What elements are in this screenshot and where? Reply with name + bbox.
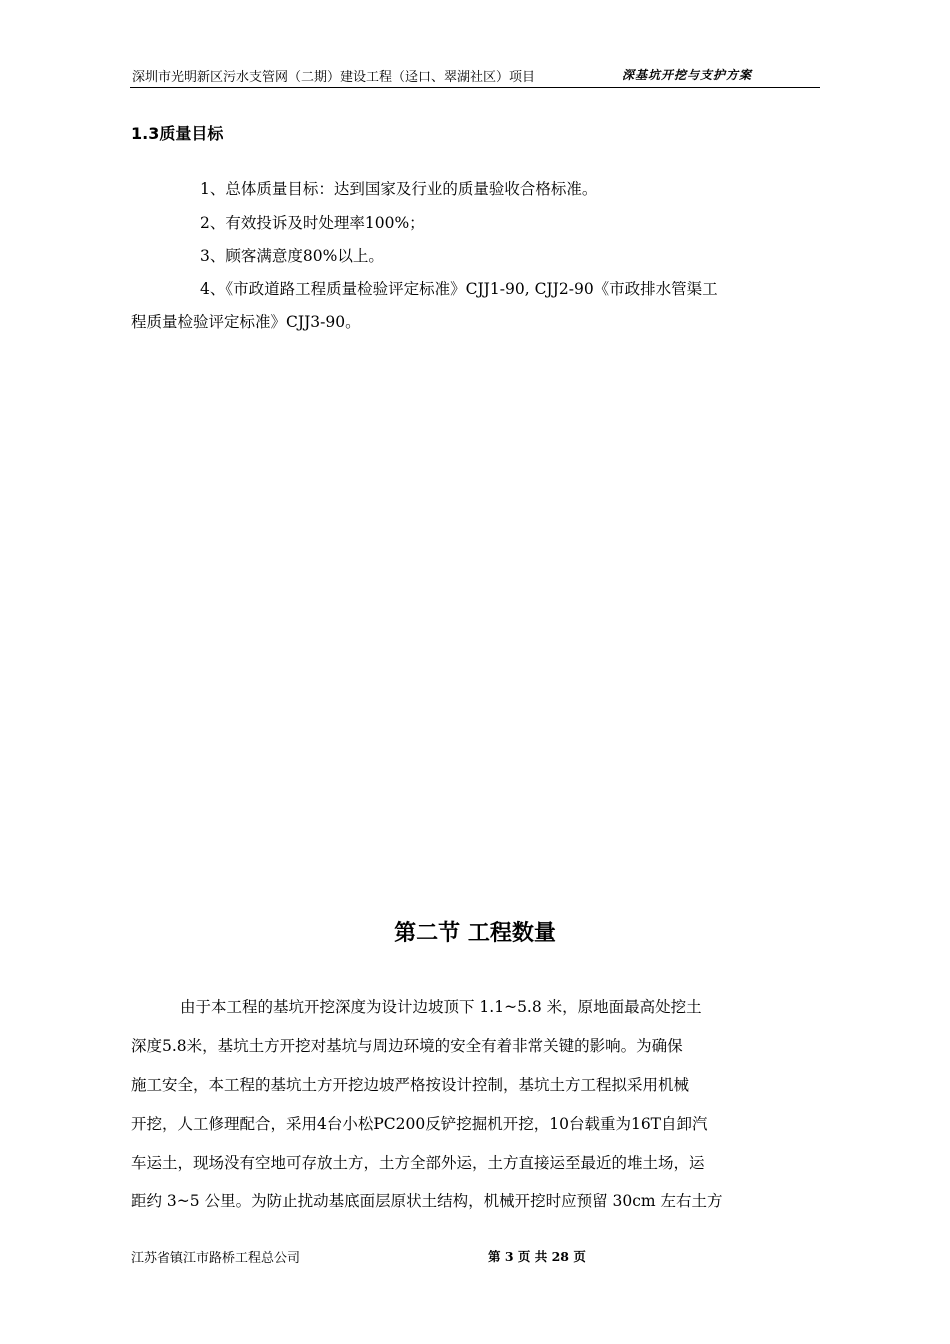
- paragraph-line-5: 车运土，现场没有空地可存放土方，土方全部外运，土方直接运至最近的堆土场，运: [131, 1154, 705, 1172]
- quality-item-4: 4、《市政道路工程质量检验评定标准》CJJ1-90, CJJ2-90《市政排水管渠工: [200, 280, 718, 298]
- footer-page-number: 第 3 页 共 28 页: [488, 1249, 586, 1264]
- subsection-heading: 1.3质量目标: [131, 124, 224, 143]
- section-title: 第二节 工程数量: [394, 921, 556, 946]
- header-project-title: 深圳市光明新区污水支管网（二期）建设工程（迳口、翠湖社区）项目: [132, 70, 536, 85]
- footer-company: 江苏省镇江市路桥工程总公司: [131, 1251, 301, 1266]
- quality-item-3: 3、顾客满意度80%以上。: [200, 247, 384, 265]
- quality-item-2: 2、有效投诉及时处理率100%；: [200, 214, 425, 232]
- paragraph-line-6: 距约 3~5 公里。为防止扰动基底面层原状土结构，机械开挖时应预留 30cm 左右土方: [131, 1192, 723, 1210]
- paragraph-line-2: 深度5.8米，基坑土方开挖对基坑与周边环境的安全有着非常关键的影响。为确保: [131, 1037, 683, 1055]
- header-document-title: 深基坑开挖与支护方案: [622, 68, 753, 82]
- quality-item-4-continued: 程质量检验评定标准》CJJ3-90。: [131, 313, 361, 331]
- paragraph-line-1: 由于本工程的基坑开挖深度为设计边坡顶下 1.1~5.8 米，原地面最高处挖土: [180, 998, 702, 1016]
- page-header: [130, 63, 820, 88]
- quality-item-1: 1、总体质量目标：达到国家及行业的质量验收合格标准。: [200, 180, 598, 198]
- paragraph-line-4: 开挖，人工修理配合，采用4台小松PC200反铲挖掘机开挖，10台载重为16T自卸汽: [131, 1115, 708, 1133]
- paragraph-line-3: 施工安全，本工程的基坑土方开挖边坡严格按设计控制，基坑土方工程拟采用机械: [131, 1076, 690, 1094]
